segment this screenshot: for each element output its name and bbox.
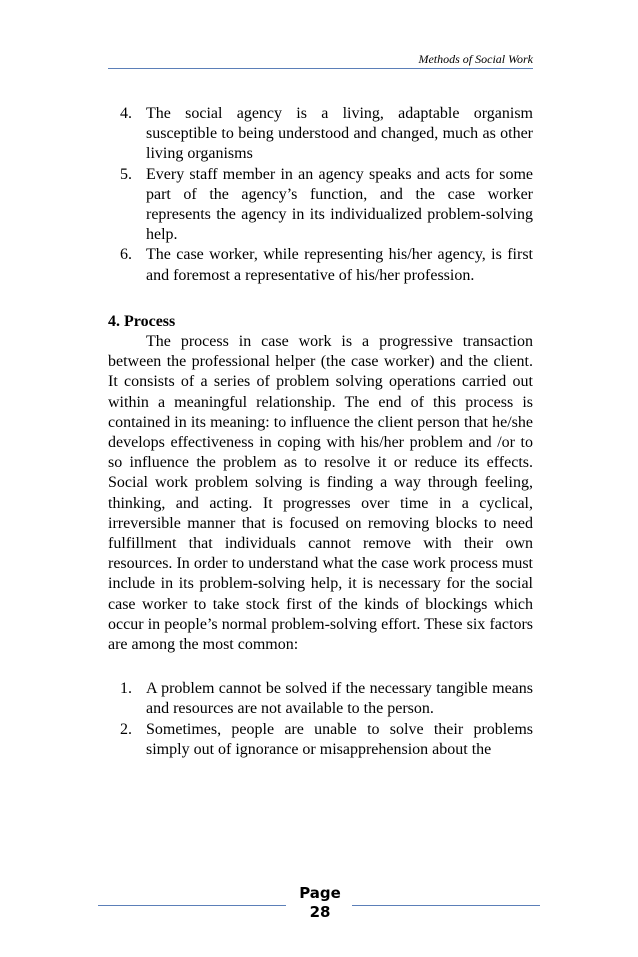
- list-item-number: 4.: [120, 105, 132, 122]
- page-number-value: 28: [309, 903, 331, 921]
- list-item-number: 2.: [120, 720, 132, 738]
- list-item-text: Every staff member in an agency speaks and acts for some part of the agency’s function, and the case worker represents the agency in its individualized problem-solving help.: [146, 165, 533, 244]
- list-item-text: The case worker, while representing his/her agency, is first and foremost a representative of his/her profession.: [146, 246, 533, 284]
- page-label: Page: [299, 884, 341, 902]
- page-body: [108, 104, 533, 760]
- list-item: [108, 679, 533, 719]
- list-item: [108, 720, 533, 760]
- list-item: [108, 245, 533, 285]
- footer-divider-right: [352, 905, 540, 906]
- header-divider: [108, 68, 533, 69]
- principles-list: [108, 104, 533, 286]
- list-item-text: The social agency is a living, adaptable organism susceptible to being understood and changed, much as other living organisms: [146, 105, 533, 163]
- list-item-text: Sometimes, people are unable to solve their problems simply out of ignorance or misapprehension about the: [146, 720, 533, 758]
- list-item: [108, 104, 533, 165]
- list-item: [108, 165, 533, 246]
- blockings-list: [108, 679, 533, 760]
- page-number: [290, 884, 350, 922]
- list-item-number: 1.: [120, 680, 132, 698]
- list-item-number: 5.: [120, 165, 132, 183]
- list-item-text: A problem cannot be solved if the necessary tangible means and resources are not available to the person.: [146, 680, 533, 718]
- running-header-title: Methods of Social Work: [418, 52, 533, 66]
- footer-divider-left: [98, 905, 286, 906]
- list-item-number: 6.: [120, 246, 132, 264]
- section-heading: 4. Process: [108, 312, 176, 330]
- section-paragraph: The process in case work is a progressive transaction between the professional helper (the case worker) and the client. It consists of a series of problem solving operations carried out within a meaningful relationship. The end of this process is contained in its meaning: to influence the client person that he/she develops effectiveness in coping with his/her problem and /or to so influence the problem as to resolve it or reduce its effects. Social work problem solving is finding a way through feeling, thinking, and acting. It progresses over time in a cyclical, irreversible manner that is focused on removing blocks to need fulfillment that individuals cannot remove with their own resources. In order to understand what the case work process must include in its problem-solving help, it is necessary for the social case worker to take stock first of the kinds of blockings which occur in people’s normal problem-solving effort. These six factors are among the most common:: [108, 333, 533, 654]
